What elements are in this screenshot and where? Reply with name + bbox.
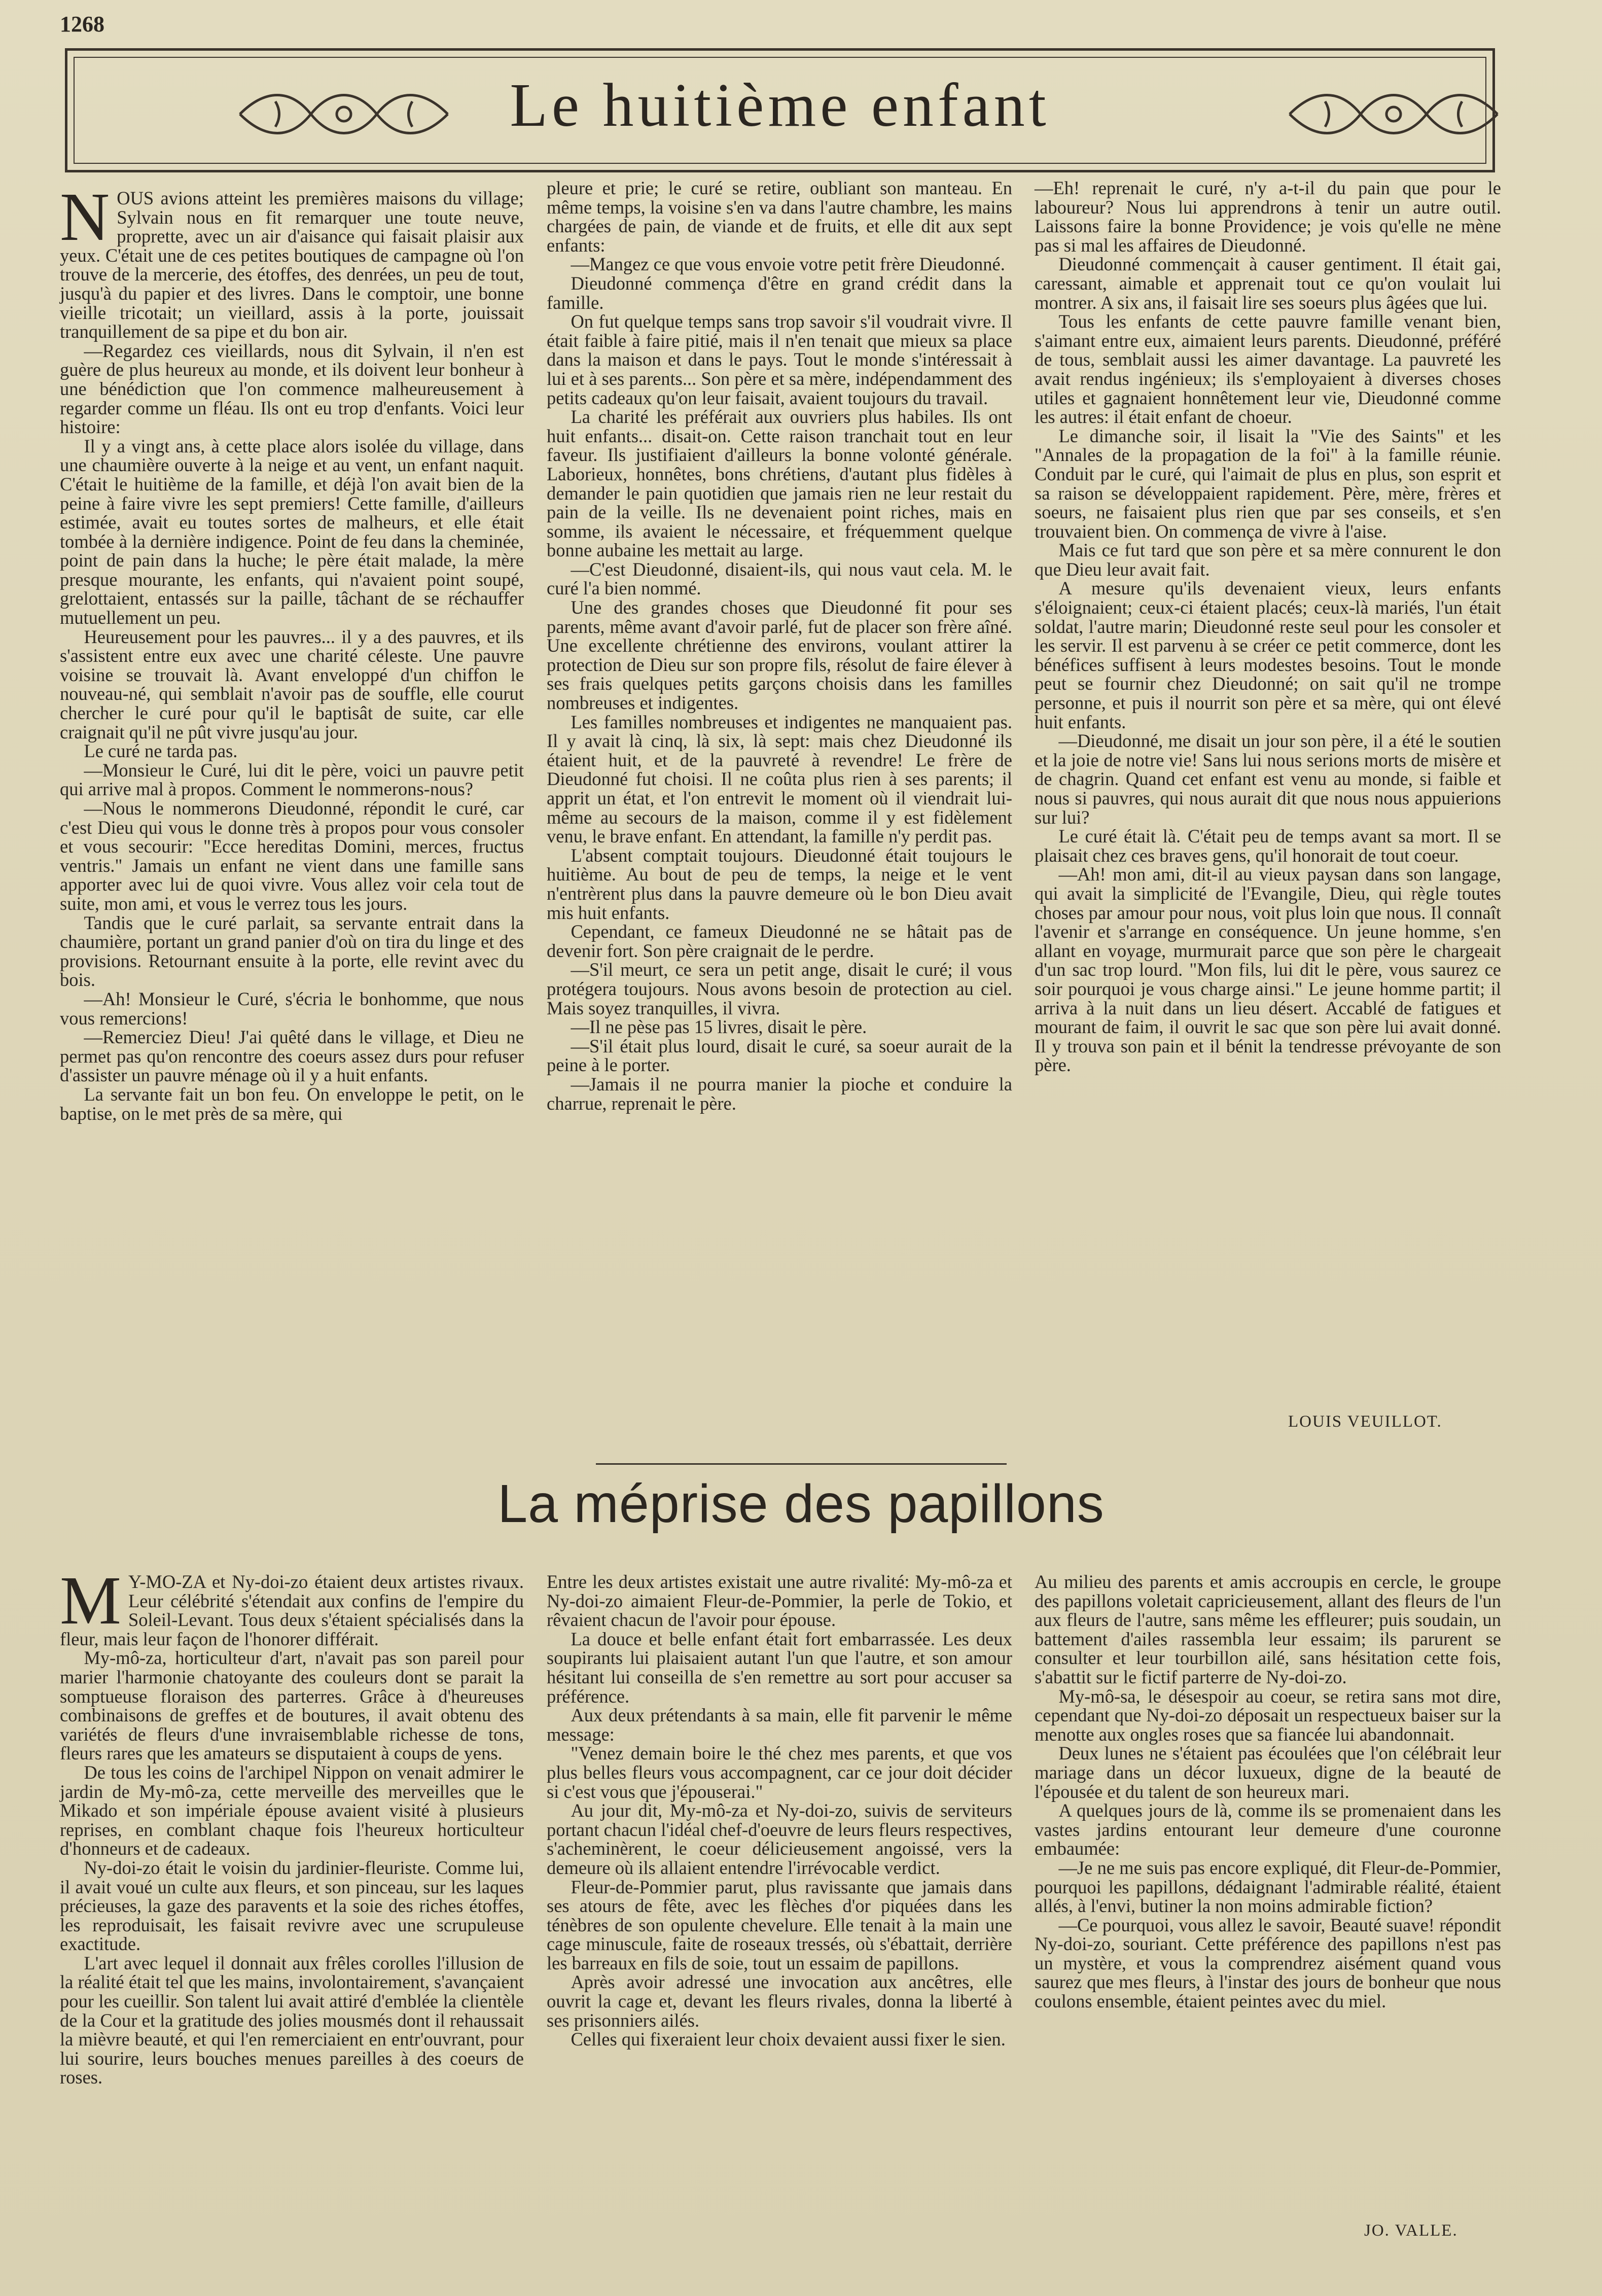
story2-column-3 (1035, 1572, 1501, 2011)
paragraph: —Nous le nommerons Dieudonné, répondit le curé, car c'est Dieu qui vous le donne très à propos pour vous consoler et vous secourir: "Ecce hereditas Domini, merces, fructus ventris." Jamais un enfant ne vient dans une famille sans apporter avec lui de quoi vivre. Vous allez voir cela tout de suite, mon ami, et vous le verrez tous les jours. (60, 798, 524, 914)
paragraph: —Remerciez Dieu! J'ai quêté dans le village, et Dieu ne permet pas qu'on rencontre des coeurs assez durs pour refuser d'assister un pauvre ménage où il y a huit enfants. (60, 1027, 524, 1086)
paragraph: —Ce pourquoi, vous allez le savoir, Beauté suave! répondit Ny-doi-zo, souriant. Cette préférence des papillons n'est pas un mystère, et vous la comprendrez aisément quand vous saurez que mes fleurs, à l'instar des jours de bonheur que nous coulons ensemble, étaient peintes avec du miel. (1035, 1914, 1501, 2012)
paragraph: —C'est Dieudonné, disaient-ils, qui nous vaut cela. M. le curé l'a bien nommé. (547, 558, 1012, 599)
paragraph: Le curé ne tarda pas. (84, 740, 238, 762)
paragraph: Les familles nombreuses et indigentes ne manquaient pas. Il y avait là cinq, là six, là sept: mais chez Dieudonné ils étaient huit, et de la pauvreté à revendre! Le frère de Dieudonné fut choisi. Il ne coûta plus rien à ses parents; il apprit un état, et l'on entrevit le moment où il viendrait lui-même au secours de la maison, comme il y est fidèlement venu, le brave enfant. En attendant, la famille n'y perdit pas. (547, 711, 1012, 847)
paragraph: Tandis que le curé parlait, sa servante entrait dans la chaumière, portant un grand panier d'où on tira du linge et des provisions. Retournant ensuite à la porte, elle revint avec du bois. (60, 912, 524, 991)
paragraph: Ny-doi-zo était le voisin du jardinier-fleuriste. Comme lui, il avait voué un culte aux fleurs, et son pinceau, sur les laques précieuses, la gaze des paravents et la soie des riches étoffes, les reproduisait, les faisait revivre avec une scrupuleuse exactitude. (60, 1857, 524, 1955)
paragraph: De tous les coins de l'archipel Nippon on venait admirer le jardin de My-mô-za, cette merveille des merveilles que le Mikado et son impériale épouse avaient visité à plusieurs reprises, en comblant chaque fois l'heureux horticulteur d'honneurs et de cadeaux. (60, 1761, 524, 1859)
paragraph: La charité les préférait aux ouvriers plus habiles. Ils ont huit enfants... disait-on. Cette raison tranchait tout en leur faveur. Ils justifiaient d'ailleurs la bonne volonté générale. Laborieux, honnêtes, bons chrétiens, d'autant plus fidèles à demander le pain quotidien que jamais rien ne leur restait du pain de la veille. Ils ne devenaient point riches, mais en somme, ils avaient le nécessaire, et fréquemment quelque bonne aubaine les mettait au large. (547, 406, 1012, 561)
paragraph: L'absent comptait toujours. Dieudonné était toujours le huitième. Au bout de peu de temps, la neige et le vent n'entrèrent plus dans la pauvre demeure où le bon Dieu avait mis huit enfants. (547, 844, 1012, 923)
paragraph: Deux lunes ne s'étaient pas écoulées que l'on célébrait leur mariage dans un décor luxueux, digne de la beauté de l'épousée et du talent de son heureux mari. (1035, 1743, 1501, 1802)
story1-dropcap: N (60, 179, 110, 255)
paragraph: Au milieu des parents et amis accroupis en cercle, le groupe des papillons voletait capricieusement, allant des fleurs de l'un aux fleurs de l'autre, sans même les effleurer; puis soudain, un battement d'ailes rassembla leur essaim; ils parurent se consulter et leur tourbillon ailé, sans hésitation cette fois, s'abattit sur le fictif parterre de Ny-doi-zo. (1035, 1571, 1501, 1687)
paragraph: Après avoir adressé une invocation aux ancêtres, elle ouvrit la cage et, devant les fleurs rivales, donna la liberté à ses prisonniers ailés. (547, 1971, 1012, 2031)
paragraph: —Je ne me suis pas encore expliqué, dit Fleur-de-Pommier, pourquoi les papillons, dédaignant l'admirable réalité, étaient allés, à l'envi, butiner la non moins admirable fiction? (1035, 1857, 1501, 1917)
paragraph: —Il ne pèse pas 15 livres, disait le père. (571, 1016, 867, 1038)
paragraph: —Monsieur le Curé, lui dit le père, voici un pauvre petit qui arrive mal à propos. Comment le nommerons-nous? (60, 759, 524, 800)
paragraph: —Ah! mon ami, dit-il au vieux paysan dans son langage, qui avait la simplicité de l'Evangile, Dieu, qui règle toutes choses par amour pour nous, voit plus loin que nous. Il connaît l'avenir et s'arrange en conséquence. Un jeune homme, s'en allant en voyage, murmurait parce que son père le chargeait d'un sac trop lourd. "Mon fils, lui dit le père, vous saurez ce soir pourquoi je vous charge ainsi." Le jeune homme partit; il arriva à la nuit dans un lieu désert. Accablé de fatigues et mourant de faim, il ouvrit le sac que son père lui avait donné. Il y trouva son pain et il bénit la tendresse prévoyante de son père. (1035, 864, 1501, 1076)
paragraph: La servante fait un bon feu. On enveloppe le petit, on le baptise, on le met près de sa mère, qui (60, 1083, 524, 1124)
paragraph: —Dieudonné, me disait un jour son père, il a été le soutien et la joie de notre vie! Sans lui nous serions morts de misère et de chagrin. Quand cet enfant est venu au monde, si faible et nous si pauvres, qui nous aurait dit que nous nous appuierions sur lui? (1035, 730, 1501, 828)
floral-ornament-left-icon (235, 86, 453, 142)
paragraph: L'art avec lequel il donnait aux frêles corolles l'illusion de la réalité était tel que les mains, involontairement, s'avançaient pour les cueillir. Son talent lui avait attiré d'emblée la clientèle de la Cour et la gratitude des jolies mousmés dont il rehaussait la mièvre beauté, et qui l'en remerciaient en entr'ouvrant, pour lui sourire, leurs bouches menues pareilles à des coeurs de roses. (60, 1952, 524, 2088)
paragraph: La douce et belle enfant était fort embarrassée. Les deux soupirants lui plaisaient autant l'un que l'autre, et son amour hésitant lui conseilla de s'en remettre au sort pour accuser sa préférence. (547, 1628, 1012, 1707)
paragraph: Y-MO-ZA et Ny-doi-zo étaient deux artistes rivaux. Leur célébrité s'étendait aux confins de l'empire du Soleil-Levant. Tous deux s'étaient spécialisés dans la fleur, mais leur façon de l'honorer différait. (60, 1571, 524, 1649)
paragraph: Dieudonné commença d'être en grand crédit dans la famille. (547, 272, 1012, 313)
paragraph: On fut quelque temps sans trop savoir s'il voudrait vivre. Il était faible à faire pitié, mais il n'en tenait que mieux sa place dans la maison et dans le pays. Tout le monde s'intéressait à lui et à ses parents... Son père et sa mère, indépendamment des petits cadeaux qu'on leur faisait, avaient toujours du travail. (547, 311, 1012, 408)
paragraph: Tous les enfants de cette pauvre famille venant bien, s'aimant entre eux, aimaient leurs parents. Dieudonné, préféré de tous, semblait aussi les aimer davantage. La pauvreté les avait rendus ingénieux; ils s'employaient à diverses choses utiles et gagnaient honnêtement leur vie, Dieudonné comme les autres: il était enfant de choeur. (1035, 311, 1501, 428)
paragraph: Le dimanche soir, il lisait la "Vie des Saints" et les "Annales de la propagation de la foi" à la famille réunie. Conduit par le curé, qui l'aimait de plus en plus, son esprit et sa raison se développaient rapidement. Père, mère, frères et soeurs, ne faisaient plus rien que par ses conseils, et s'en trouvaient bien. On commença de vivre à l'aise. (1035, 425, 1501, 542)
story2-column-2 (547, 1572, 1012, 2049)
story1-title-frame (65, 48, 1495, 172)
story2-title: La méprise des papillons (497, 1474, 1105, 1534)
paragraph: Mais ce fut tard que son père et sa mère connurent le don que Dieu leur avait fait. (1035, 540, 1501, 580)
story1-column-1 (60, 179, 524, 1124)
story1-author: LOUIS VEUILLOT. (1288, 1412, 1442, 1431)
section-divider (596, 1463, 1007, 1465)
paragraph: OUS avions atteint les premières maisons du village; Sylvain nous en fit remarquer une toute neuve, proprette, avec un air d'aisance qui faisait plaisir aux yeux. C'était une de ces petites boutiques de campagne où l'on trouve de la mercerie, des étoffes, des denrées, un peu de tout, jusqu'à du papier et des livres. Dans le comptoir, une bonne vieille tricotait; un vieillard, assis à la porte, jouissait tranquillement de sa pipe et du bon air. (60, 188, 524, 342)
story1-title: Le huitième enfant (510, 71, 1050, 139)
paragraph: Le curé était là. C'était peu de temps avant sa mort. Il se plaisait chez ces braves gens, qu'il honorait de tout coeur. (1035, 826, 1501, 866)
paragraph: Aux deux prétendants à sa main, elle fit parvenir le même message: (547, 1705, 1012, 1745)
story1-column-2 (547, 179, 1012, 1113)
paragraph: My-mô-sa, le désespoir au coeur, se retira sans mot dire, cependant que Ny-doi-zo déposait un respectueux baiser sur la menotte aux ongles roses que sa fiancée lui abandonnait. (1035, 1685, 1501, 1745)
story2-column-1 (60, 1563, 524, 2088)
page-number: 1268 (60, 12, 104, 37)
story1-column-3 (1035, 179, 1501, 1075)
floral-ornament-right-icon (1285, 86, 1503, 142)
story2-dropcap: M (60, 1563, 121, 1639)
paragraph: My-mô-za, horticulteur d'art, n'avait pas son pareil pour marier l'harmonie chatoyante des couleurs dont se parait la somptueuse floraison des parterres. Grâce à d'heureuses combinaisons de greffes et de boutures, il avait obtenu des variétés de fleurs d'une invraisemblable richesse de tons, fleurs rares que les amateurs se disputaient à coups de yens. (60, 1647, 524, 1764)
story2-author: JO. VALLE. (1364, 2221, 1458, 2240)
paragraph: Dieudonné commençait à causer gentiment. Il était gai, caressant, aimable et apprenait tout ce qu'on voulait lui montrer. A six ans, il faisait lire ses soeurs plus âgées que lui. (1035, 254, 1501, 313)
paragraph: A quelques jours de là, comme ils se promenaient dans les vastes jardins entourant leur demeure d'une couronne embaumée: (1035, 1800, 1501, 1859)
paragraph: —Jamais il ne pourra manier la pioche et conduire la charrue, reprenait le père. (547, 1073, 1012, 1114)
paragraph: —Mangez ce que vous envoie votre petit frère Dieudonné. (571, 254, 1005, 275)
paragraph: pleure et prie; le curé se retire, oubliant son manteau. En même temps, la voisine s'en va dans l'autre chambre, les mains chargées de pain, de viande et de fruits, et elle dit aux sept enfants: (547, 178, 1012, 256)
paragraph: Cependant, ce fameux Dieudonné ne se hâtait pas de devenir fort. Son père craignait de le perdre. (547, 921, 1012, 961)
paragraph: —Ah! Monsieur le Curé, s'écria le bonhomme, que nous vous remercions! (60, 988, 524, 1029)
paragraph: A mesure qu'ils devenaient vieux, leurs enfants s'éloignaient; ceux-ci étaient placés; ceux-là mariés, l'un était soldat, l'autre marin; Dieudonné reste seul pour les consoler et les servir. Il est parvenu à se créer ce petit commerce, dont les bénéfices suffisent à leurs modestes besoins. Tout le monde peut se fournir chez Dieudonné; on sait qu'il ne trompe personne, et puis il nourrit son père et sa mère, qui ont élevé huit enfants. (1035, 578, 1501, 732)
paragraph: "Venez demain boire le thé chez mes parents, et que vos plus belles fleurs vous accompagnent, car ce jour doit décider si c'est vous que j'épouserai." (547, 1743, 1012, 1802)
paragraph: —Eh! reprenait le curé, n'y a-t-il du pain que pour le laboureur? Nous lui apprendrons à tenir un autre outil. Laissons faire la bonne Providence; je vois qu'elle ne mène pas si mal les affaires de Dieudonné. (1035, 178, 1501, 256)
paragraph: Entre les deux artistes existait une autre rivalité: My-mô-za et Ny-doi-zo aimaient Fleur-de-Pommier, la perle de Tokio, et rêvaient chacun de l'avoir pour épouse. (547, 1571, 1012, 1631)
paragraph: Une des grandes choses que Dieudonné fit pour ses parents, même avant d'avoir parlé, fut de placer son frère aîné. Une excellente chrétienne des environs, voulant attirer la protection de Dieu sur son propre fils, résolut de faire élever à ses frais quelques petits garçons choisis dans les familles nombreuses et indigentes. (547, 597, 1012, 714)
paragraph: —S'il était plus lourd, disait le curé, sa soeur aurait de la peine à le porter. (547, 1035, 1012, 1076)
paragraph: Au jour dit, My-mô-za et Ny-doi-zo, suivis de serviteurs portant chacun l'idéal chef-d'oeuvre de leurs fleurs respectives, s'acheminèrent, le coeur délicieusement angoissé, vers la demeure où ils allaient entendre l'irrévocable verdict. (547, 1800, 1012, 1878)
paragraph: Celles qui fixeraient leur choix devaient aussi fixer le sien. (571, 2029, 1006, 2050)
paragraph: Heureusement pour les pauvres... il y a des pauvres, et ils s'assistent entre eux avec une charité céleste. Une pauvre voisine se trouvait là. Avant enveloppé d'un chiffon le nouveau-né, qui semblait n'avoir pas de souffle, elle courut chercher le curé pour qu'il le baptisât de suite, car elle craignait qu'il ne pût vivre jusqu'au jour. (60, 626, 524, 743)
paragraph: Fleur-de-Pommier parut, plus ravissante que jamais dans ses atours de fête, avec les flèches d'or piquées dans les ténèbres de son opulente chevelure. Elle tenait à la main une cage minuscule, faite de roseaux tressés, où s'ébattait, derrière les barreaux en fils de soie, tout un essaim de papillons. (547, 1876, 1012, 1973)
paragraph: —S'il meurt, ce sera un petit ange, disait le curé; il vous protégera toujours. Nous avons besoin de protection au ciel. Mais soyez tranquilles, il vivra. (547, 959, 1012, 1018)
paragraph: —Regardez ces vieillards, nous dit Sylvain, il n'en est guère de plus heureux au monde, et ils doivent leur bonheur à une bénédiction que l'on commence malheureusement à regarder comme un fléau. Ils ont eu trop d'enfants. Voici leur histoire: (60, 340, 524, 438)
paragraph: Il y a vingt ans, à cette place alors isolée du village, dans une chaumière ouverte à la neige et au vent, un enfant naquit. C'était le huitième de la famille, et déjà l'on avait bien de la peine à faire vivre les sept premiers! Cette famille, d'ailleurs estimée, avait eu toutes sortes de malheurs, et elle était tombée à la dernière indigence. Point de feu dans la cheminée, point de pain dans la huche; le père était malade, la mère presque mourante, les enfants, qui n'avaient point soupé, grelottaient, entassés sur la paille, tâchant de se réchauffer mutuellement un peu. (60, 435, 524, 628)
